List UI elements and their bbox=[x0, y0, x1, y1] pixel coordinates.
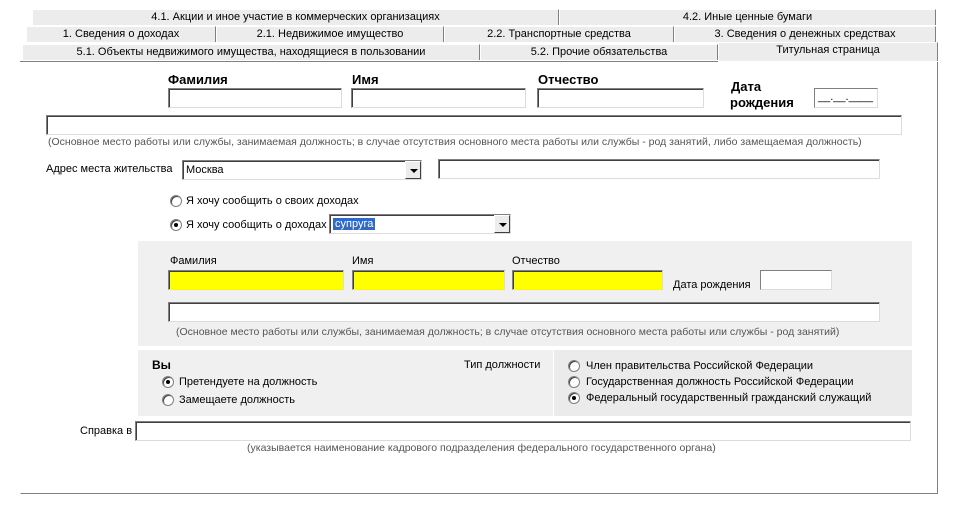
name-label: Имя bbox=[352, 72, 379, 87]
address-detail-field[interactable] bbox=[438, 159, 880, 179]
address-label: Адрес места жительства bbox=[46, 163, 173, 175]
tab-label: 5.2. Прочие обязательства bbox=[530, 46, 668, 58]
reference-label: Справка в bbox=[80, 425, 133, 437]
surname-label: Фамилия bbox=[168, 72, 228, 87]
radio-own-income[interactable] bbox=[170, 195, 182, 207]
tab-stocks[interactable] bbox=[32, 9, 559, 25]
own-income-label: Я хочу сообщить о своих доходах bbox=[186, 195, 359, 207]
relative-value: супруга bbox=[335, 218, 374, 230]
work-place-field[interactable] bbox=[46, 115, 902, 135]
dob-label-line1: Дата bbox=[731, 79, 762, 94]
tab-label: 5.1. Объекты недвижимого имущества, находящиеся в пользовании bbox=[76, 46, 426, 58]
government-member-label: Член правительства Российской Федерации bbox=[586, 360, 814, 372]
patronymic-field[interactable] bbox=[537, 88, 704, 108]
you-label: Вы bbox=[152, 358, 171, 372]
dob-label-line2: рождения bbox=[730, 95, 794, 110]
radio-civil-servant[interactable] bbox=[568, 392, 580, 404]
patronymic-label: Отчество bbox=[538, 72, 599, 87]
tab-other-obligations[interactable] bbox=[480, 44, 718, 60]
hold-position-label: Замещаете должность bbox=[179, 394, 295, 406]
tab-label: 4.1. Акции и иное участие в коммерческих организациях bbox=[151, 11, 440, 23]
chevron-down-icon[interactable] bbox=[405, 161, 421, 179]
tab-cash[interactable] bbox=[674, 26, 936, 42]
tab-label: Титульная страница bbox=[776, 44, 880, 56]
state-position-label: Государственная должность Российской Федерации bbox=[586, 376, 854, 388]
chevron-down-icon[interactable] bbox=[494, 215, 510, 233]
tab-label: 4.2. Иные ценные бумаги bbox=[682, 11, 813, 23]
radio-relative-income[interactable] bbox=[170, 219, 182, 231]
tab-label: 2.2. Транспортные средства bbox=[487, 28, 631, 40]
relative-patronymic-label: Отчество bbox=[512, 255, 560, 267]
relative-select[interactable] bbox=[329, 214, 511, 234]
tab-title-page[interactable] bbox=[718, 42, 938, 61]
name-field[interactable] bbox=[351, 88, 526, 108]
relative-dob-field[interactable] bbox=[760, 270, 832, 290]
radio-apply-position[interactable] bbox=[162, 376, 174, 388]
reference-hint: (указывается наименование кадрового подразделения федерального государственного органа) bbox=[247, 442, 716, 454]
tab-real-estate[interactable] bbox=[216, 26, 444, 42]
radio-state-position[interactable] bbox=[568, 376, 580, 388]
address-city-value: Москва bbox=[186, 164, 224, 176]
relative-surname-label: Фамилия bbox=[170, 255, 217, 267]
relative-name-label: Имя bbox=[352, 255, 374, 267]
position-type-label: Тип должности bbox=[464, 359, 541, 371]
reference-field[interactable] bbox=[135, 421, 911, 441]
radio-hold-position[interactable] bbox=[162, 394, 174, 406]
work-place-hint: (Основное место работы или службы, занимаемая должность; в случае отсутствия основного места работы или службы - род занятий, либо замещаемая должность) bbox=[48, 136, 862, 148]
address-city-select[interactable] bbox=[182, 160, 422, 180]
apply-position-label: Претендуете на должность bbox=[179, 376, 318, 388]
tab-income[interactable] bbox=[26, 26, 216, 42]
tab-label: 2.1. Недвижимое имущество bbox=[256, 28, 404, 40]
relative-surname-field[interactable] bbox=[168, 270, 344, 290]
surname-field[interactable] bbox=[168, 88, 342, 108]
radio-government-member[interactable] bbox=[568, 360, 580, 372]
relative-patronymic-field[interactable] bbox=[512, 270, 663, 290]
relative-income-label: Я хочу сообщить о доходах bbox=[186, 219, 327, 231]
relative-work-hint: (Основное место работы или службы, занимаемая должность; в случае отсутствия основного места работы или службы - род занятий) bbox=[176, 326, 840, 338]
tab-label: 3. Сведения о денежных средствах bbox=[714, 28, 896, 40]
tab-label: 1. Сведения о доходах bbox=[62, 28, 180, 40]
dob-field[interactable] bbox=[814, 88, 878, 108]
relative-name-field[interactable] bbox=[352, 270, 505, 290]
relative-dob-label: Дата рождения bbox=[673, 279, 751, 291]
tab-vehicles[interactable] bbox=[444, 26, 674, 42]
civil-servant-label: Федеральный государственный гражданский служащий bbox=[586, 392, 872, 404]
relative-work-field[interactable] bbox=[168, 302, 880, 322]
tab-securities[interactable] bbox=[559, 9, 936, 25]
dob-value: __.__.____ bbox=[818, 91, 874, 103]
tab-used-property[interactable] bbox=[22, 44, 480, 60]
